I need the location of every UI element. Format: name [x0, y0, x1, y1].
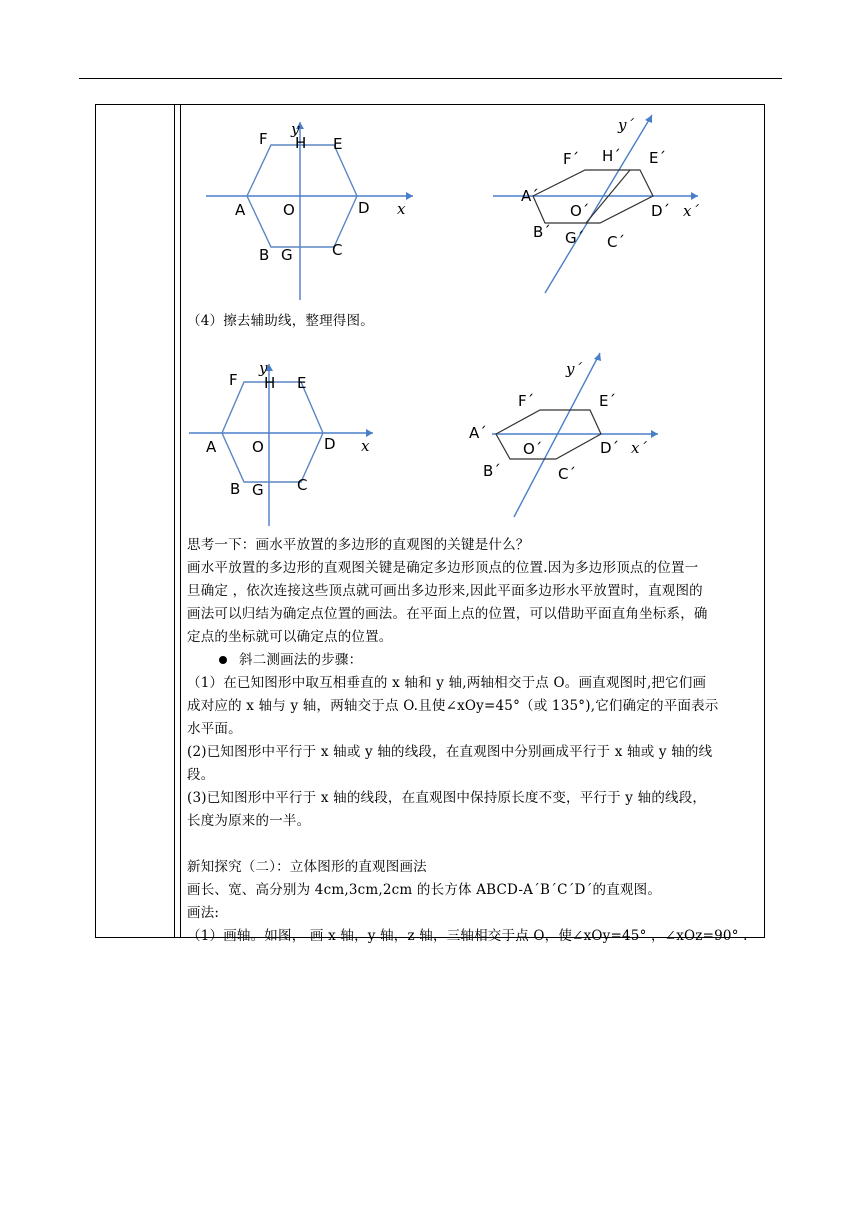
vertex-A: A´	[469, 424, 487, 442]
vertex-B: B´	[483, 462, 501, 480]
oblique-figure-1	[490, 112, 710, 302]
answer-line: 画法可以归结为确定点位置的画法。在平面上点的位置，可以借助平面直角坐标系，确	[187, 606, 708, 622]
y-label: y´	[566, 360, 582, 378]
origin-O: O	[283, 201, 295, 219]
origin-O: O	[252, 438, 264, 456]
answer-line: 旦确定 ，依次连接这些顶点就可画出多边形来,因此平面多边形水平放置时，直观图的	[187, 583, 703, 599]
x-label: x´	[631, 439, 647, 457]
vertex-H: H´	[602, 147, 621, 165]
header-rule	[79, 78, 782, 79]
origin-O: O´	[570, 202, 590, 220]
vertex-B: B	[230, 480, 241, 498]
vertex-D: D	[358, 199, 370, 217]
step-line: （1）在已知图形中取互相垂直的 x 轴和 y 轴,两轴相交于点 O。画直观图时,把它们画	[187, 675, 707, 691]
vertex-F: F´	[518, 392, 535, 410]
y-axis-arrow-icon	[594, 353, 601, 361]
x-axis-arrow-icon	[691, 192, 698, 200]
section-title: 新知探究（二）：立体图形的直观图画法	[187, 859, 427, 875]
method-label: 画法:	[187, 905, 220, 921]
oblique-figure-2	[466, 349, 666, 521]
vertex-H: H	[264, 374, 276, 392]
body-text	[187, 534, 757, 948]
y-label: y	[259, 359, 268, 377]
answer-line: 定点的坐标就可以确定点的位置。	[187, 629, 393, 645]
vertex-C: C	[297, 476, 308, 494]
x-axis-arrow-icon	[406, 192, 413, 200]
vertex-G: G	[252, 481, 264, 499]
vertex-G: G	[281, 246, 293, 264]
vertex-F: F	[229, 371, 238, 389]
step-line: (2)已知图形中平行于 x 轴或 y 轴的线段，在直观图中分别画成平行于 x 轴或 y 轴的线	[187, 744, 713, 760]
y-label: y	[291, 120, 300, 138]
vertex-H: H	[295, 134, 307, 152]
y-label: y´	[618, 116, 634, 134]
vertex-F: F´	[563, 150, 580, 168]
hexagon	[222, 382, 323, 482]
x-axis-arrow-icon	[366, 429, 373, 437]
x-label: x´	[683, 202, 699, 220]
method-step: （1）画轴。如图， 画 x 轴，y 轴，z 轴，三轴相交于点 O，使∠xOy=45° ，∠xOz=90° .	[187, 928, 748, 944]
x-axis-arrow-icon	[651, 430, 658, 438]
vertex-D: D´	[651, 202, 671, 220]
spacer	[187, 833, 757, 856]
y-prime-axis	[545, 115, 652, 293]
vertex-C: C	[332, 241, 343, 259]
column-divider	[180, 104, 181, 938]
hexagon-figure-1	[195, 114, 425, 304]
vertex-E: E	[333, 135, 343, 153]
vertex-F: F	[259, 130, 268, 148]
vertex-E: E´	[599, 392, 616, 410]
origin-O: O´	[523, 440, 543, 458]
step-line: 成对应的 x 轴与 y 轴，两轴交于点 O.且使∠xOy=45°（或 135°),它们确定的平面表示	[187, 698, 719, 714]
y-prime-axis	[514, 353, 600, 517]
vertex-A: A	[235, 201, 246, 219]
step-line: 段。	[187, 767, 215, 783]
vertex-C: C´	[607, 233, 625, 251]
bullet-icon	[219, 656, 227, 664]
think-question: 思考一下：画水平放置的多边形的直观图的关键是什么？	[187, 537, 530, 553]
vertex-D: D´	[600, 439, 620, 457]
vertex-C: C´	[558, 465, 576, 483]
task-line: 画长、宽、高分别为 4cm,3cm,2cm 的长方体 ABCD-A´B´C´D´的直观图。	[187, 882, 662, 898]
vertex-G: G´	[565, 229, 585, 247]
bullet-heading: 斜二测画法的步骤：	[187, 649, 757, 672]
vertex-B: B´	[533, 223, 551, 241]
step-line: (3)已知图形中平行于 x 轴的线段，在直观图中保持原长度不变，平行于 y 轴的线段，	[187, 790, 707, 806]
vertex-E: E´	[649, 149, 666, 167]
step-line: 长度为原来的一半。	[187, 813, 311, 829]
step-line: 水平面。	[187, 721, 242, 737]
vertex-A: A	[206, 438, 217, 456]
step-4: （4）擦去辅助线，整理得图。	[187, 313, 374, 329]
hexagon-figure-2	[185, 358, 385, 530]
x-label: x	[397, 200, 406, 218]
vertex-A: A´	[521, 187, 539, 205]
x-label: x	[361, 437, 370, 455]
vertex-B: B	[259, 246, 270, 264]
column-divider	[174, 104, 175, 938]
vertex-D: D	[324, 435, 336, 453]
answer-line: 画水平放置的多边形的直观图关键是确定多边形顶点的位置.因为多边形顶点的位置一	[187, 560, 699, 576]
vertex-E: E	[297, 374, 307, 392]
